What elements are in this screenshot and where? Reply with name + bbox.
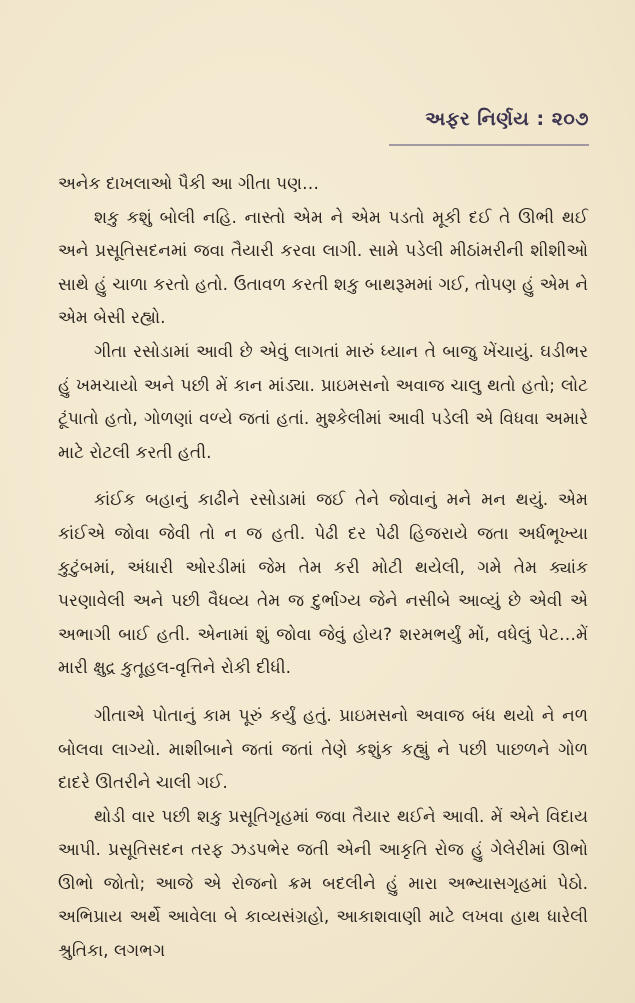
paragraph-4: કાંઈક બહાનું કાઢીને રસોડામાં જઈ તેને જોવાનું મને મન થયું. એમ કાંઈએ જોવા જેવી તો ન જ હતી. પેઢી દર પેઢી હિજરાયે જતા અર્ધભૂખ્યા કુટુંબમાં, અંધારી ઓરડીમાં જેમ તેમ કરી મોટી થયેલી, ગમે તેમ ક્યાંક પરણાવેલી અને પછી વૈધવ્ય તેમ જ દુર્ભાગ્ય જેને નસીબે આવ્યું છે એવી એ અભાગી બાઈ હતી. એનામાં શું જોવા જેવું હોય? શરમભર્યું મોં, વધેલું પેટ…મેં મારી ક્ષુદ્ર કુતૂહલ-વૃત્તિને રોકી દીધી.	[58, 490, 588, 679]
paragraph-1: અનેક દાખલાઓ પૈકી આ ગીતા પણ…	[58, 174, 319, 194]
paragraph-2: શકુ કશું બોલી નહિ. નાસ્તો એમ ને એમ પડતો મૂકી દઈ તે ઊભી થઈ અને પ્રસૂતિસદનમાં જવા તૈયારી કરવા લાગી. સામે પડેલી મીઠાંમરીની શીશીઓ સાથે હું ચાળા કરતો હતો. ઉતાવળ કરતી શકુ બાથરૂમમાં ગઈ, તોપણ હું એમ ને એમ બેસી રહ્યો.	[58, 207, 588, 329]
paragraph-5: ગીતાએ પોતાનું કામ પૂરું કર્યું હતું. પ્રાઇમસનો અવાજ બંધ થયો ને નળ બોલવા લાગ્યો. માશીબાને જતાં જતાં તેણે કશુંક કહ્યું ને પછી પાછળને ગોળ દાદરે ઊતરીને ચાલી ગઈ.	[58, 705, 588, 794]
header-underline	[389, 140, 589, 146]
running-header: અફર નિર્ણય : ૨૦૭	[425, 108, 589, 130]
paragraph-6: થોડી વાર પછી શકુ પ્રસૂતિગૃહમાં જવા તૈયાર થઈને આવી. મેં એને વિદાય આપી. પ્રસૂતિસદન તરફ ઝડપભેર જતી એની આકૃતિ રોજ હું ગેલેરીમાં ઊભો ઊભો જોતો; આજે એ રોજનો ક્રમ બદલીને હું મારા અભ્યાસગૃહમાં પેઠો. અભિપ્રાય અર્થે આવેલા બે કાવ્યસંગ્રહો, આકાશવાણી માટે લખવા હાથ ધારેલી શ્રુતિકા, લગભગ	[58, 806, 588, 962]
page-body	[58, 168, 588, 969]
paragraph-3: ગીતા રસોડામાં આવી છે એવું લાગતાં મારું ધ્યાન તે બાજુ ખેંચાયું. ઘડીભર હું ખમચાયો અને પછી મેં કાન માંડ્યા. પ્રાઇમસનો અવાજ ચાલુ થતો હતો; લોટ ટૂંપાતો હતો, ગોળણાં વળ્યે જતાં હતાં. મુશ્કેલીમાં આવી પડેલી એ વિધવા અમારે માટે રોટલી કરતી હતી.	[58, 341, 588, 463]
